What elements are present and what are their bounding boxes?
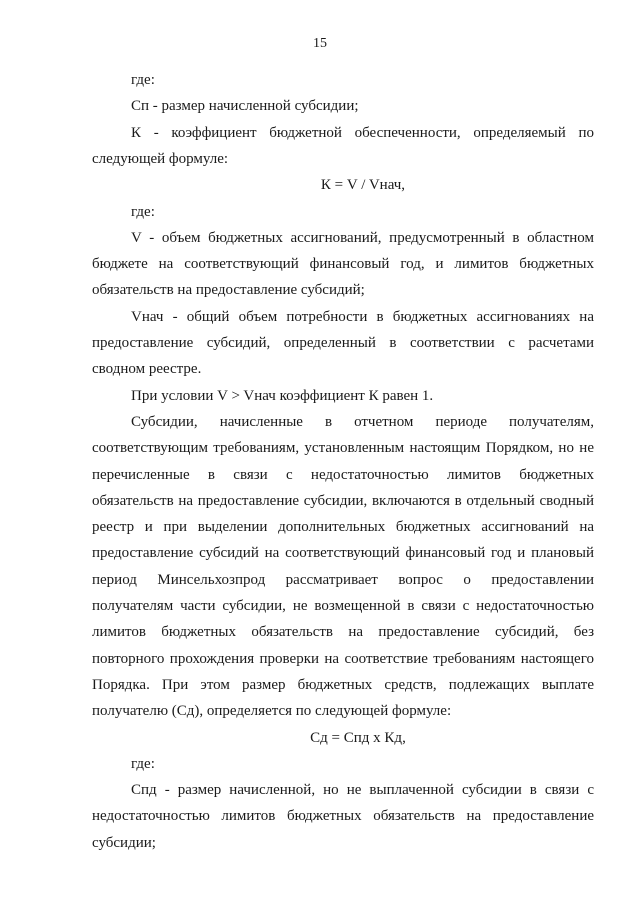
text-line: бюджете на соответствующий финансовый год, и лимитов бюджетных [92,256,594,273]
text-line: где: [131,203,155,220]
text-line: следующей формуле: [92,150,229,167]
text-line: перечисленные в связи с недостаточностью лимитов бюджетных [92,466,594,483]
text-line: получателю (Сд), определяется по следующей формуле: [92,703,452,720]
text-line: Субсидии, начисленные в отчетном периоде получателям, [131,413,594,430]
text-line: предоставление субсидий на соответствующий финансовый год и плановый [92,545,594,562]
text-line: При условии V > Vнач коэффициент К равен 1. [131,387,434,404]
formula: Сд = Спд х Кд, [310,729,406,746]
text-line: получателям части субсидии, не возмещенной в связи с недостаточностью [92,598,594,614]
text-line: где: [131,72,155,88]
text-line: обязательств на предоставление субсидии, включаются в отдельный сводный [92,492,594,509]
text-line: недостаточностью лимитов бюджетных обязательств на предоставление [92,808,594,825]
text-line: V - объем бюджетных ассигнований, предусмотренный в областном [131,229,594,246]
text-line: лимитов бюджетных обязательств на предоставление субсидий, без [92,624,594,641]
text-line: К - коэффициент бюджетной обеспеченности, определяемый по [131,124,594,141]
text-line: соответствующим требованиям, установленным настоящим Порядком, но не [92,440,594,457]
text-line: Vнач - общий объем потребности в бюджетных ассигнованиях на [131,308,594,325]
text-line: Сп - размер начисленной субсидии; [131,98,359,115]
text-line: где: [131,755,155,772]
text-line: обязательств на предоставление субсидий; [92,282,365,299]
text-line: Порядка. При этом размер бюджетных средств, подлежащих выплате [92,676,594,693]
page-number: 15 [313,36,327,51]
formula: К = V / Vнач, [320,177,406,194]
text-line: реестр и при выделении дополнительных бюджетных ассигнований на [92,519,594,536]
text-line: повторного прохождения проверки на соответствие требованиям настоящего [92,650,594,667]
text-line: период Минсельхозпрод рассматривает вопрос о предоставлении [92,571,594,588]
text-line: предоставление субсидий, определенный в соответствии с расчетами [92,335,594,351]
text-line: сводном реестре. [92,361,202,378]
text-line: субсидии; [92,834,156,851]
text-line: Спд - размер начисленной, но не выплаченной субсидии в связи с [131,782,594,799]
